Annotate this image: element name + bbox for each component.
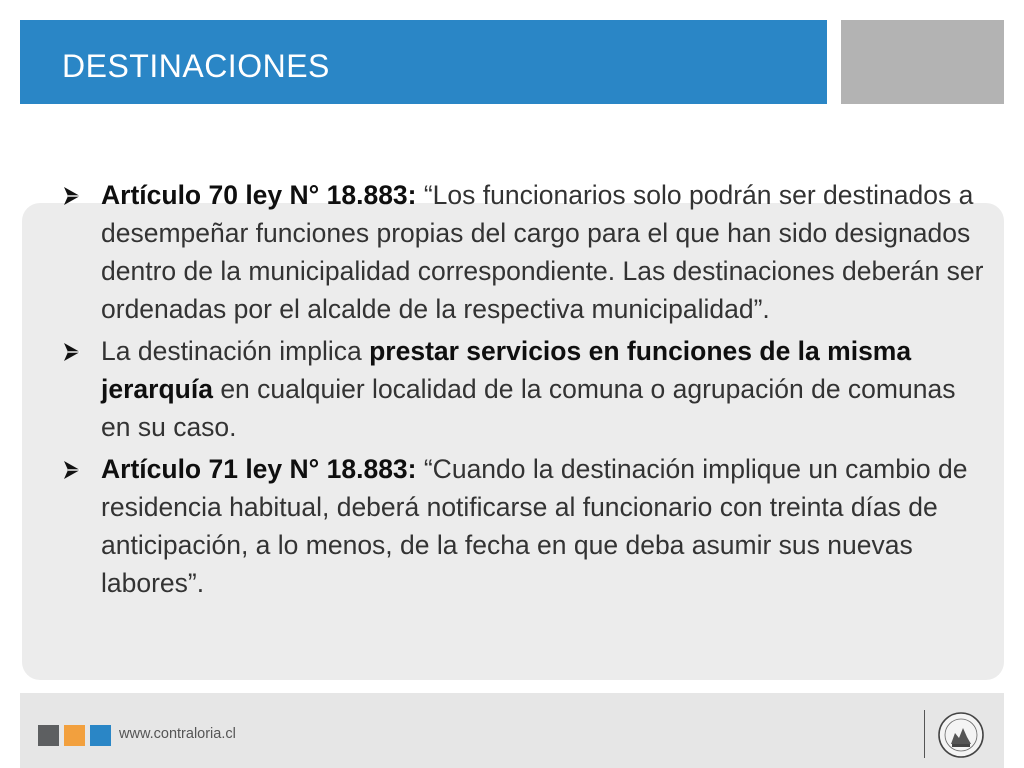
bullet-2-text-start: La destinación implica — [101, 336, 370, 366]
footer-square-blue — [90, 725, 111, 746]
title-bar — [20, 20, 827, 104]
bullet-1-text: “Los funcionarios solo podrán ser destinados a desempeñar funciones propias del cargo para el que han sido designados dentro de la municipalidad correspondiente. Las destinaciones deberán ser ordenadas por el alcalde de la respectiva municipalidad”. — [101, 180, 984, 324]
bullet-3-text: “Cuando la destinación implique un cambio de residencia habitual, deberá notificarse al funcionario con treinta días de anticipación, a lo menos, de la fecha en que deba asumir sus nuevas labores”. — [101, 454, 968, 598]
bullet-item-destinacion — [62, 332, 992, 446]
arrow-bullet-icon — [62, 332, 88, 370]
footer-divider — [924, 710, 925, 758]
bullet-3-bold: Artículo 71 ley N° 18.883: — [101, 454, 417, 484]
bullet-2-bold: prestar servicios en funciones de la misma jerarquía — [101, 336, 912, 404]
footer-square-orange — [64, 725, 85, 746]
bullet-item-articulo-71 — [62, 450, 992, 602]
bullet-list — [62, 176, 992, 606]
arrow-bullet-icon — [62, 176, 88, 214]
slide-title: DESTINACIONES — [62, 48, 330, 84]
bullet-1-bold: Artículo 70 ley N° 18.883: — [101, 180, 417, 210]
contraloria-seal-icon — [937, 711, 985, 759]
bullet-2-text-end: en cualquier localidad de la comuna o agrupación de comunas en su caso. — [101, 374, 956, 442]
bullet-item-articulo-70 — [62, 176, 992, 328]
website-link[interactable]: www.contraloria.cl — [119, 726, 236, 742]
arrow-bullet-icon — [62, 450, 88, 488]
header-gray-block — [841, 20, 1004, 104]
footer-square-dark — [38, 725, 59, 746]
